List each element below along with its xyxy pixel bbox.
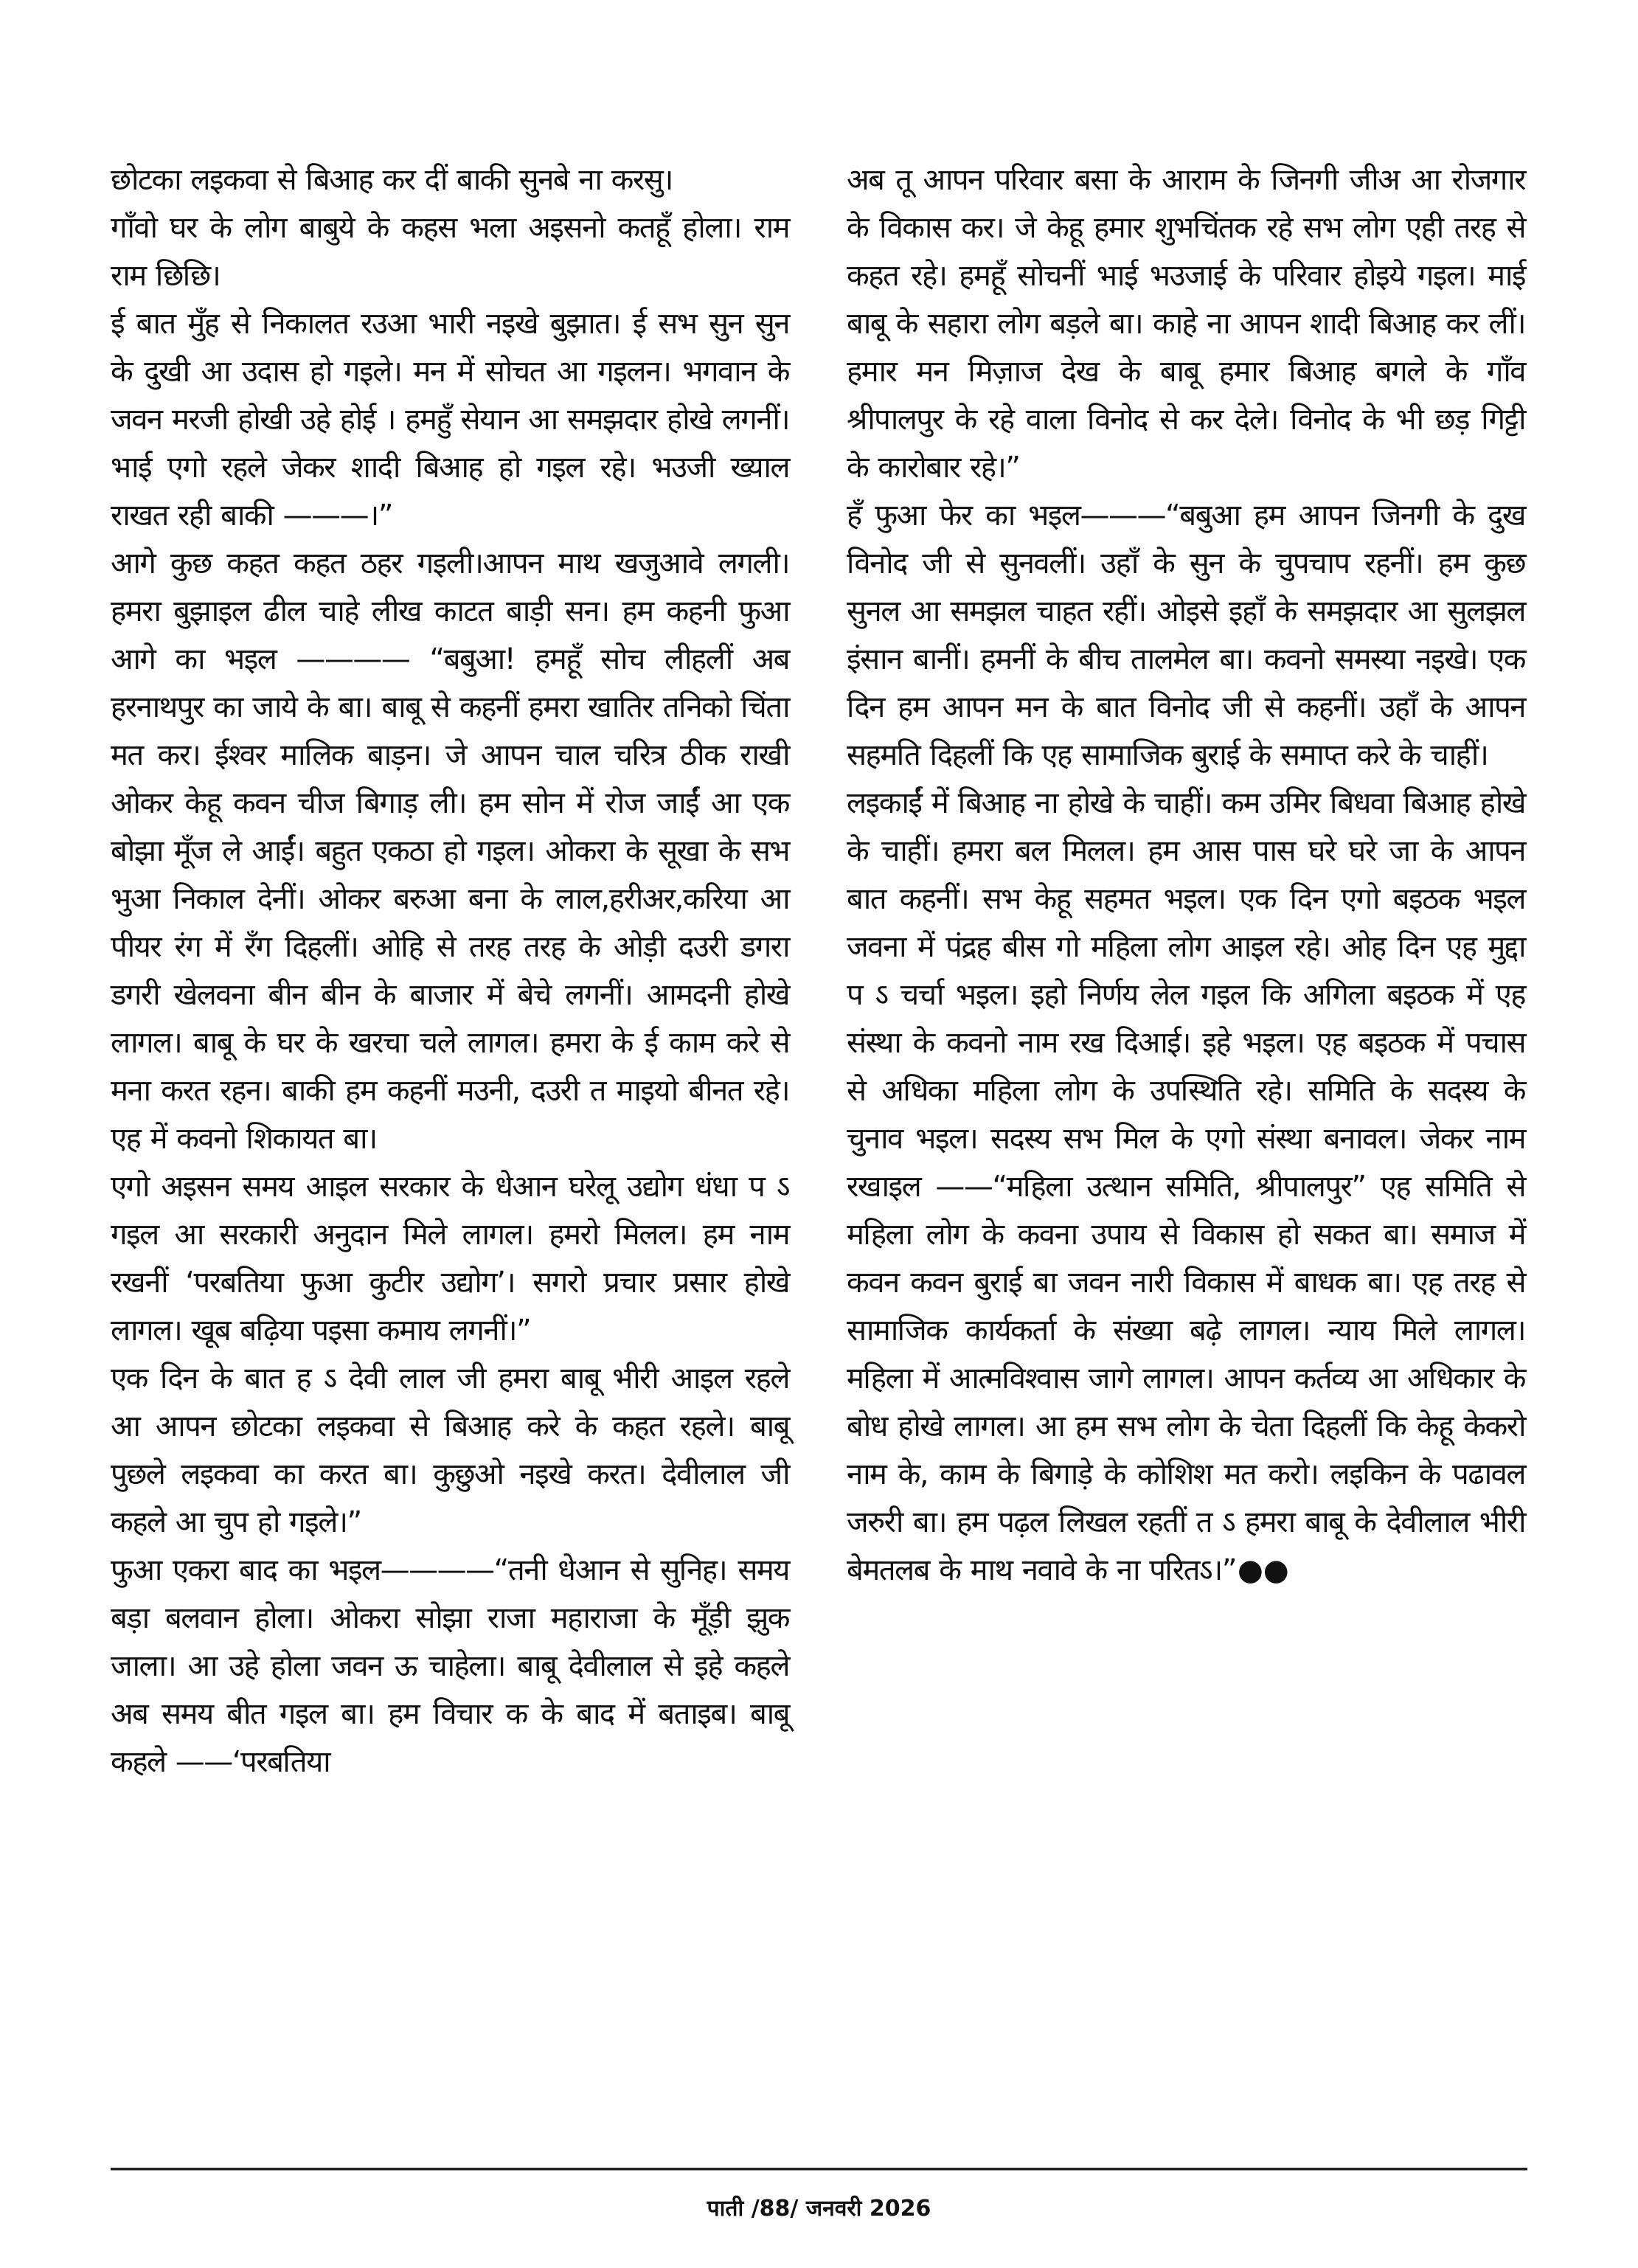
paragraph: फुआ एकरा बाद का भइल————“तनी धेआन से सुनिह। समय बड़ा बलवान होला। ओकरा सोझा राजा महाराजा के मूँड़ी झुक जाला। आ उहे होला जवन ऊ चाहेला। बाबू देवीलाल से इहे कहले अब समय बीत गइल बा। हम विचार क के बाद में बताइब। बाबू कहले ——‘परबतिया bbox=[111, 1553, 789, 1779]
article-column-right bbox=[847, 156, 1525, 1595]
end-of-article-dots-icon: ●● bbox=[1238, 1553, 1289, 1587]
footer-folio: पाती /88/ जनवरी 2026 bbox=[707, 2196, 931, 2222]
paragraph: अब तू आपन परिवार बसा के आराम के जिनगी जीअ आ रोजगार के विकास कर। जे केहू हमार शुभचिंतक रहे सभ लोग एही तरह से कहत रहे। हमहूँ सोचनीं भाई भउजाई के परिवार होइये गइल। माई बाबू के सहारा लोग बड़ले बा। काहे ना आपन शादी बिआह कर लीं। हमार मन मिज़ाज देख के बाबू हमार बिआह बगले के गाँव श्रीपालपुर के रहे वाला विनोद से कर देले। विनोद के भी छड़ गिट्टी के कारोबार रहे।” bbox=[847, 163, 1525, 485]
paragraph: एगो अइसन समय आइल सरकार के धेआन घरेलू उद्योग धंधा प ऽ गइल आ सरकारी अनुदान मिले लागल। हमरो मिलल। हम नाम रखनीं ‘परबतिया फुआ कुटीर उद्योग’। सगरो प्रचार प्रसार होखे लागल। खूब बढ़िया पइसा कमाय लगनीं।” bbox=[111, 1170, 789, 1348]
paragraph: छोटका लइकवा से बिआह कर दीं बाकी सुनबे ना करसु। bbox=[111, 163, 673, 197]
footer-divider bbox=[111, 2168, 1527, 2171]
paragraph-final bbox=[847, 780, 1525, 1595]
paragraph: आगे कुछ कहत कहत ठहर गइली।आपन माथ खजुआवे लगली। हमरा बुझाइल ढील चाहे लीख काटत बाड़ी सन। हम कहनी फुआ आगे का भइल ———— “बबुआ! हमहूँ सोच लीहलीं अब हरनाथपुर का जाये के बा। बाबू से कहनीं हमरा खातिर तनिको चिंता मत कर। ईश्वर मालिक बाड़न। जे आपन चाल चरित्र ठीक राखी ओकर केहू कवन चीज बिगाड़ ली। हम सोन में रोज जाईं आ एक बोझा मूँज ले आईं। बहुत एकठा हो गइल। ओकरा के सूखा के सभ भुआ निकाल देनीं। ओकर बरुआ बना के लाल,हरीअर,करिया आ पीयर रंग में रँग दिहलीं। ओहि से तरह तरह के ओड़ी दउरी डगरा डगरी खेलवना बीन बीन के बाजार में बेचे लगनीं। आमदनी होखे लागल। बाबू के घर के खरचा चले लागल। हमरा के ई काम करे से मना करत रहन। बाकी हम कहनीं मउनी, दउरी त माइयो बीनत रहे। एह में कवनो शिकायत बा। bbox=[111, 547, 789, 1156]
paragraph: ई बात मुँह से निकालत रउआ भारी नइखे बुझात। ई सभ सुन सुन के दुखी आ उदास हो गइले। मन में सोचत आ गइलन। भगवान के जवन मरजी होखी उहे होई । हमहुँ सेयान आ समझदार होखे लगनीं। भाई एगो रहले जेकर शादी बिआह हो गइल रहे। भउजी ख्याल राखत रही बाकी ———।” bbox=[111, 307, 789, 533]
article-column-left bbox=[111, 156, 789, 1786]
paragraph: हँ फुआ फेर का भइल———“बबुआ हम आपन जिनगी के दुख विनोद जी से सुनवलीं। उहाँ के सुन के चुपचाप रहनीं। हम कुछ सुनल आ समझल चाहत रहीं। ओइसे इहाँ के समझदार आ सुलझल इंसान बानीं। हमनीं के बीच तालमेल बा। कवनो समस्या नइखे। एक दिन हम आपन मन के बात विनोद जी से कहनीं। उहाँ के आपन सहमति दिहलीं कि एह सामाजिक बुराई के समाप्त करे के चाहीं। bbox=[847, 499, 1525, 772]
page-footer bbox=[0, 2194, 1638, 2224]
paragraph-text: लइकाईं में बिआह ना होखे के चाहीं। कम उमिर बिधवा बिआह होखे के चाहीं। हमरा बल मिलल। हम आस पास घरे घरे जा के आपन बात कहनीं। सभ केहू सहमत भइल। एक दिन एगो बइठक भइल जवना में पंद्रह बीस गो महिला लोग आइल रहे। ओह दिन एह मुद्दा प ऽ चर्चा भइल। इहो निर्णय लेल गइल कि अगिला बइठक में एह संस्था के कवनो नाम रख दिआई। इहे भइल। एह बइठक में पचास से अधिका महिला लोग के उपस्थिति रहे। समिति के सदस्य के चुनाव भइल। सदस्य सभ मिल के एगो संस्था बनावल। जेकर नाम रखाइल ——“महिला उत्थान समिति, श्रीपालपुर” एह समिति से महिला लोग के कवना उपाय से विकास हो सकत बा। समाज में कवन कवन बुराई बा जवन नारी विकास में बाधक बा। एह तरह से सामाजिक कार्यकर्ता के संख्या बढ़े लागल। न्याय मिले लागल। महिला में आत्मविश्वास जागे लागल। आपन कर्तव्य आ अधिकार के बोध होखे लागल। आ हम सभ लोग के चेता दिहलीं कि केहू केकरो नाम के, काम के बिगाड़े के कोशिश मत करो। लइकिन के पढावल जरुरी बा। हम पढ़ल लिखल रहतीं त ऽ हमरा बाबू के देवीलाल भीरी बेमतलब के माथ नवावे के ना परितऽ।” bbox=[847, 786, 1525, 1587]
paragraph: एक दिन के बात ह ऽ देवी लाल जी हमरा बाबू भीरी आइल रहले आ आपन छोटका लइकवा से बिआह करे के कहत रहले। बाबू पुछले लइकवा का करत बा। कुछुओ नइखे करत। देवीलाल जी कहले आ चुप हो गइले।” bbox=[111, 1362, 789, 1539]
paragraph: गाँवो घर के लोग बाबुये के कहस भला अइसनो कतहूँ होला। राम राम छिछि। bbox=[111, 211, 789, 293]
